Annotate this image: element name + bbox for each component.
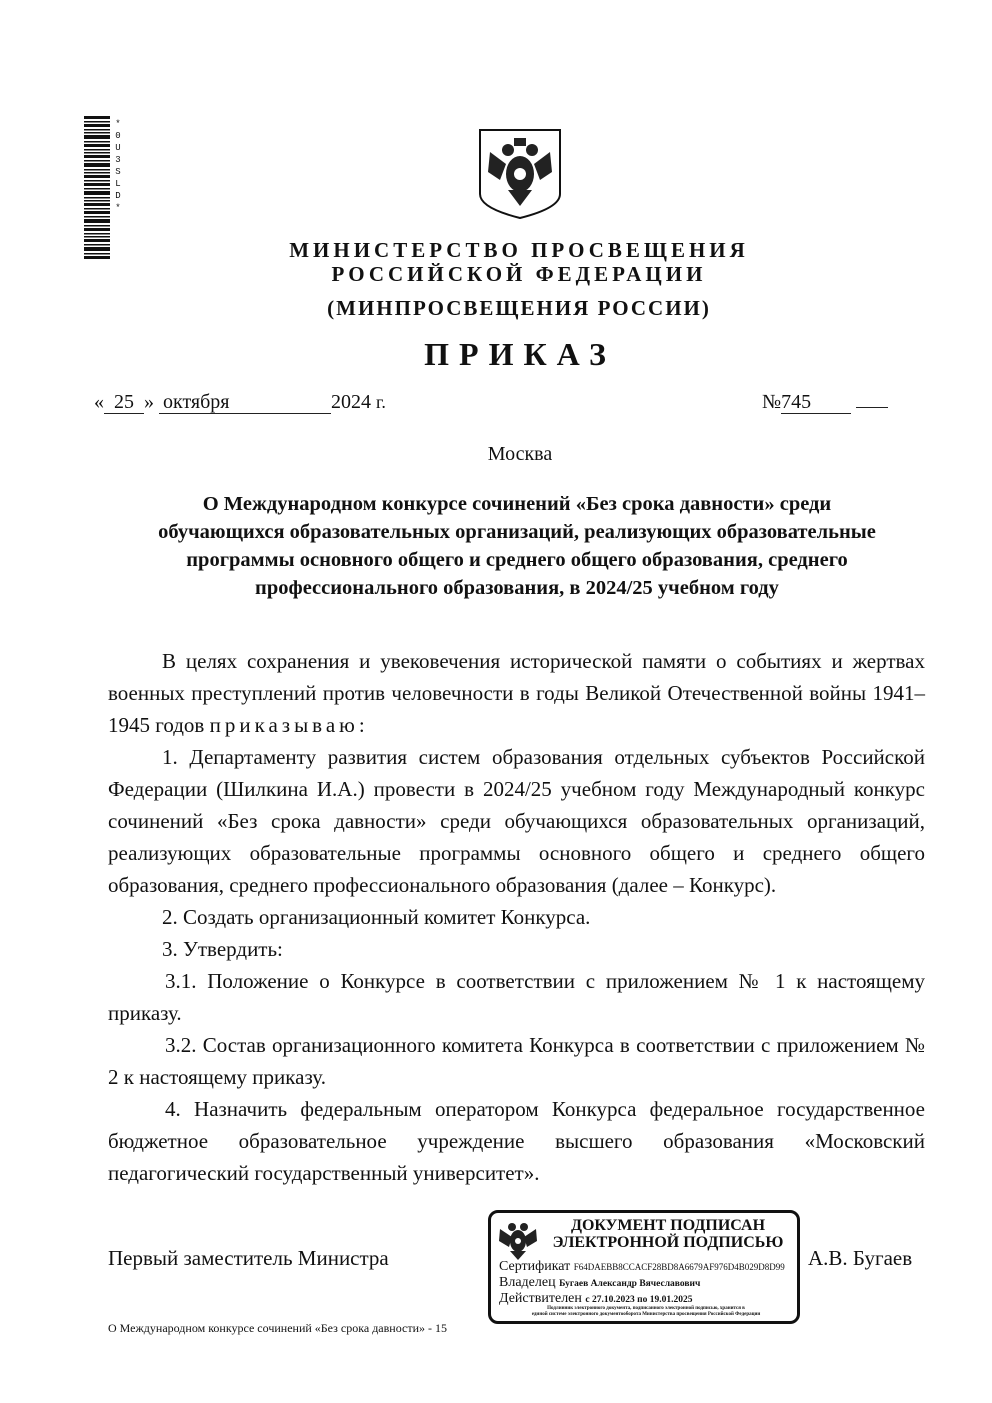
clause-4: 4. Назначить федеральным оператором Конкурса федеральное государственное бюджетное образовательное учреждение высшего образования «Московский педагогический государственный университет». bbox=[108, 1097, 925, 1185]
subject-line: программы основного общего и среднего общего образования, среднего bbox=[186, 549, 848, 571]
stamp-certificate: Сертификат F64DAEBB8CCACF28BD8A6679AF976D4B029D8D99 bbox=[499, 1259, 785, 1274]
clause-3-1: 3.1. Положение о Конкурсе в соответствии с приложением № 1 к настоящему приказу. bbox=[108, 969, 925, 1025]
signatory-name: А.В. Бугаев bbox=[808, 1246, 913, 1270]
city: Москва bbox=[487, 443, 553, 465]
stamp-emblem-icon bbox=[497, 1217, 539, 1261]
ministry-name-line1: МИНИСТЕРСТВО ПРОСВЕЩЕНИЯ bbox=[289, 238, 749, 262]
subject-line: О Международном конкурсе сочинений «Без срока давности» среди bbox=[202, 493, 832, 515]
electronic-signature-stamp bbox=[488, 1210, 800, 1324]
order-word: приказываю: bbox=[209, 713, 369, 737]
order-number bbox=[762, 391, 888, 414]
stamp-validity: Действителен с 27.10.2023 по 19.01.2025 bbox=[499, 1291, 693, 1306]
document-body bbox=[108, 645, 925, 1189]
ministry-short-name: (МИНПРОСВЕЩЕНИЯ РОССИИ) bbox=[327, 296, 711, 320]
order-month: октября bbox=[159, 391, 331, 414]
order-year-suffix: г. bbox=[376, 392, 386, 412]
double-headed-eagle-emblem-icon bbox=[478, 128, 562, 220]
clause-3: 3. Утвердить: bbox=[162, 937, 283, 961]
ministry-name-line2: РОССИЙСКОЙ ФЕДЕРАЦИИ bbox=[331, 262, 707, 286]
stamp-title: ДОКУМЕНТ ПОДПИСАН ЭЛЕКТРОННОЙ ПОДПИСЬЮ bbox=[552, 1217, 784, 1251]
subject-line: обучающихся образовательных организаций, реализующих образовательные bbox=[158, 521, 876, 543]
open-quote: « bbox=[94, 391, 104, 413]
barcode-text: * 0 U 3 S L D * bbox=[115, 119, 121, 213]
page-footer: О Международном конкурсе сочинений «Без срока давности» - 15 bbox=[108, 1321, 447, 1335]
order-number-value: 745 bbox=[781, 391, 851, 414]
stamp-note: Подлинник электронного документа, подписанного электронной подписью, хранится в единой системе электронного документооборота Министерства просвещения Российской Федерации bbox=[531, 1306, 761, 1317]
clause-1: 1. Департаменту развития систем образования отдельных субъектов Российской Федерации (Шилкина И.А.) провести в 2024/25 учебном году Международный конкурс сочинений «Без срока давности» среди обучающихся образовательных организаций, реализующих образовательные программы основного общего и среднего общего образования, среднего профессионального образования (далее – Конкурс). bbox=[108, 745, 925, 897]
order-date bbox=[94, 391, 386, 414]
signatory-role: Первый заместитель Министра bbox=[108, 1246, 389, 1270]
order-day: 25 bbox=[104, 391, 144, 414]
document-type-title: ПРИКАЗ bbox=[424, 336, 616, 372]
subject-line: профессионального образования, в 2024/25 учебном году bbox=[255, 577, 779, 599]
number-sign: № bbox=[762, 391, 782, 413]
clause-3-2: 3.2. Состав организационного комитета Конкурса в соответствии с приложением № 2 к настоящему приказу. bbox=[108, 1033, 925, 1089]
close-quote: » bbox=[144, 391, 154, 413]
stamp-owner: Владелец Бугаев Александр Вячеславович bbox=[499, 1275, 701, 1290]
intro-paragraph: В целях сохранения и увековечения исторической памяти о событиях и жертвах военных преступлений против человечности в годы Великой Отечественной войны 1941–1945 годов приказываю: bbox=[108, 649, 925, 737]
clause-2: 2. Создать организационный комитет Конкурса. bbox=[162, 905, 591, 929]
document-subject bbox=[108, 490, 926, 602]
order-year: 2024 bbox=[331, 391, 371, 413]
